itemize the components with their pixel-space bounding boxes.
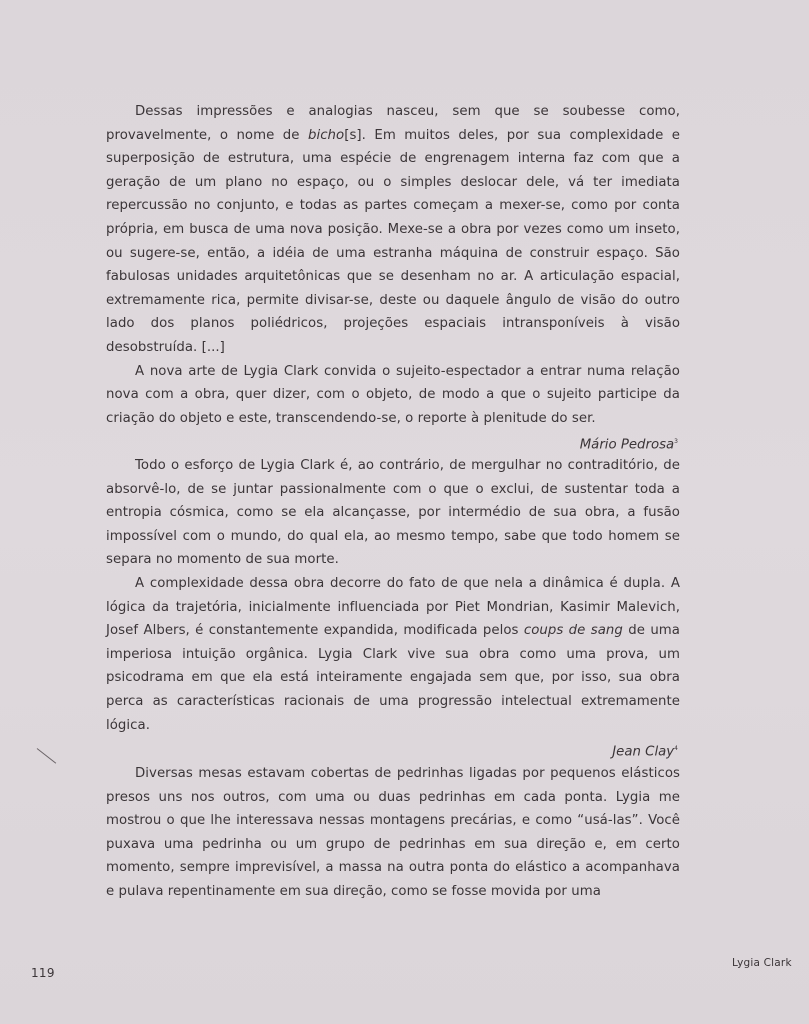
paragraph: Todo o esforço de Lygia Clark é, ao contrário, de mergulhar no contraditório, de absorvê-lo, de se juntar passionalmente com o que o exclui, de sustentar toda a entropia cósmica, como se ela alcançasse, por intermédio de sua obra, a fusão impossível com o mundo, do qual ela, ao mesmo tempo, sabe que todo homem se separa no momento de sua morte. [106, 458, 680, 568]
footnote-marker: 4 [674, 745, 678, 753]
quote-section-clay [106, 454, 680, 764]
attribution [106, 737, 680, 764]
narrative-section [106, 762, 680, 904]
stray-mark [37, 748, 57, 764]
author-name: Mário Pedrosa [579, 437, 675, 453]
page-number: 119 [31, 966, 55, 980]
footnote-marker: 3 [674, 438, 678, 446]
paragraph: Dessas impressões e analogias nasceu, sem que se soubesse como, provavelmente, o nome de bicho[s]. Em muitos deles, por sua complexidade e superposição de estrutura, uma espécie de engrenagem interna faz com que a geração de um plano no espaço, ou o simples deslocar dele, vá ter imediata repercussão no conjunto, e todas as partes começam a mexer-se, como por conta própria, em busca de uma nova posição. Mexe-se a obra por vezes como um inseto, ou sugere-se, então, a idéia de uma estranha máquina de construir espaço. São fabulosas unidades arquitetônicas que se desenham no ar. A articulação espacial, extremamente rica, permite divisar-se, deste ou daquele ângulo de visão do outro lado dos planos poliédricos, projeções espaciais intransponíveis à visão desobstruída. [...] [106, 104, 680, 355]
paragraph: A nova arte de Lygia Clark convida o sujeito-espectador a entrar numa relação nova com a obra, quer dizer, com o objeto, de modo a que o sujeito participe da criação do objeto e este, transcendendo-se, o reporte à plenitude do ser. [106, 363, 680, 426]
italic-term: coups de sang [523, 623, 623, 639]
author-name: Jean Clay [612, 744, 675, 760]
paragraph: A complexidade dessa obra decorre do fato de que nela a dinâmica é dupla. A lógica da trajetória, inicialmente influenciada por Piet Mondrian, Kasimir Malevich, Josef Albers, é constantemente expandida, modificada pelos coups de sang de uma imperiosa intuição orgânica. Lygia Clark vive sua obra como uma prova, um psicodrama em que ela está inteiramente engajada sem que, por isso, sua obra perca as características racionais de uma progressão intelectual extremamente lógica. [106, 575, 681, 733]
paragraph: Diversas mesas estavam cobertas de pedrinhas ligadas por pequenos elásticos presos uns nos outros, com uma ou duas pedrinhas em cada ponta. Lygia me mostrou o que lhe interessava nessas montagens precárias, e como “usá-las”. Você puxava uma pedrinha ou um grupo de pedrinhas em sua direção e, em certo momento, sempre imprevisível, a massa na outra ponta do elástico a acompanhava e pulava repentinamente em sua direção, como se fosse movida por uma [106, 766, 680, 899]
italic-term: bicho [307, 127, 345, 143]
quote-section-pedrosa [106, 100, 680, 457]
running-head: Lygia Clark [732, 957, 792, 969]
